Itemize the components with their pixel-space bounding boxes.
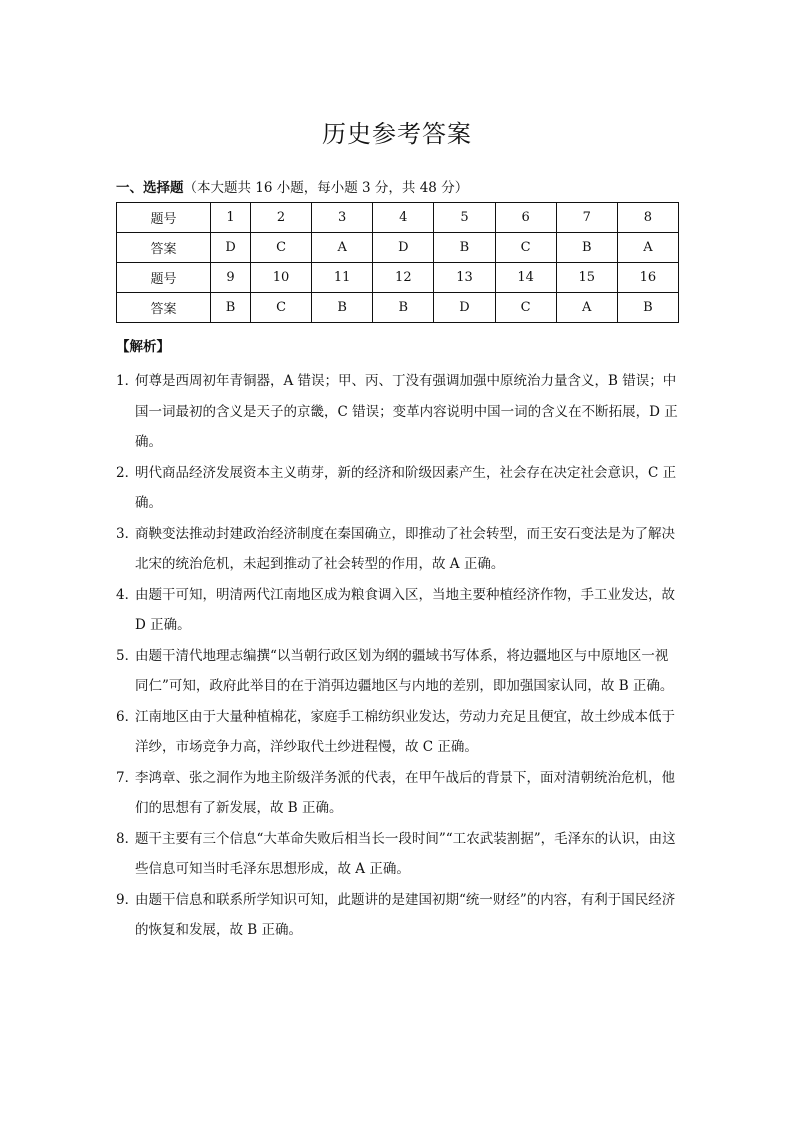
item-number: 8． [116,830,139,847]
item-text: 由题干信息和联系所学知识可知，此题讲的是建国初期“统一财经”的内容，有利于国民经济的恢复和发展，故 B 正确。 [135,891,676,938]
table-cell: A [617,233,678,263]
list-item [116,366,681,458]
item-number: 3． [116,525,139,542]
table-cell: B [434,233,495,263]
item-text: 李鸿章、张之洞作为地主阶级洋务派的代表，在甲午战后的背景下，面对清朝统治危机，他们的思想有了新发展，故 B 正确。 [135,769,675,816]
table-cell: D [211,233,251,263]
section-heading [116,176,468,196]
table-cell: C [495,293,556,323]
table-cell: B [617,293,678,323]
item-text: 明代商品经济发展资本主义萌芽，新的经济和阶级因素产生，社会存在决定社会意识，C 正确。 [135,464,677,511]
item-number: 1． [116,373,139,389]
section-title: 一、选择题 [116,180,184,196]
item-text: 由题干可知，明清两代江南地区成为粮食调入区，当地主要种植经济作物，手工业发达，故 D 正确。 [135,586,675,633]
list-item [116,885,681,946]
row-header-cell: 答案 [117,233,211,263]
list-item [116,458,681,519]
table-cell: 2 [250,203,311,233]
item-number: 4． [116,586,139,603]
table-cell: B [373,293,434,323]
table-cell: 15 [556,263,617,293]
table-cell: 4 [373,203,434,233]
table-cell: 5 [434,203,495,233]
table-cell: B [312,293,373,323]
table-cell: 1 [211,203,251,233]
item-number: 2． [116,464,139,481]
list-item [116,763,681,824]
item-text: 题干主要有三个信息“大革命失败后相当长一段时间”“工农武装割据”，毛泽东的认识，由这些信息可知当时毛泽东思想形成，故 A 正确。 [135,830,676,877]
table-cell: A [556,293,617,323]
table-cell: 3 [312,203,373,233]
table-row [117,203,679,233]
table-cell: 6 [495,203,556,233]
table-cell: 11 [312,263,373,293]
analysis-label: 【解析】 [116,339,170,355]
table-cell: D [373,233,434,263]
item-number: 7． [116,769,139,786]
item-number: 9． [116,891,139,908]
table-row [117,263,679,293]
item-number: 6． [116,708,139,725]
table-cell: B [556,233,617,263]
row-header-cell: 答案 [117,293,211,323]
table-cell: B [211,293,251,323]
table-cell: 9 [211,263,251,293]
analysis-list [116,366,681,946]
table-cell: 8 [617,203,678,233]
item-number: 5． [116,647,139,664]
item-text: 由题干清代地理志编撰“以当朝行政区划为纲的疆域书写体系，将边疆地区与中原地区一视同仁”可知，政府此举目的在于消弭边疆地区与内地的差别，即加强国家认同，故 B 正确。 [135,647,674,694]
list-item [116,519,681,580]
list-item [116,702,681,763]
table-cell: 16 [617,263,678,293]
list-item [116,580,681,641]
table-row [117,233,679,263]
table-cell: A [312,233,373,263]
answer-table [116,202,679,323]
table-cell: 10 [250,263,311,293]
table-row [117,293,679,323]
list-item [116,641,681,702]
table-cell: C [495,233,556,263]
table-cell: 14 [495,263,556,293]
item-text: 商鞅变法推动封建政治经济制度在秦国确立，即推动了社会转型，而王安石变法是为了解决北宋的统治危机，未起到推动了社会转型的作用，故 A 正确。 [135,525,675,572]
list-item [116,824,681,885]
item-text: 何尊是西周初年青铜器，A 错误；甲、丙、丁没有强调加强中原统治力量含义，B 错误；中国一词最初的含义是天子的京畿，C 错误；变革内容说明中国一词的含义在不断拓展，D 正确。 [135,373,678,450]
row-header-cell: 题号 [117,263,211,293]
page-title: 历史参考答案 [322,120,472,148]
table-cell: C [250,293,311,323]
table-cell: 7 [556,203,617,233]
table-cell: 13 [434,263,495,293]
table-cell: C [250,233,311,263]
table-cell: 12 [373,263,434,293]
section-note: （本大题共 16 小题，每小题 3 分，共 48 分） [183,180,469,196]
table-cell: D [434,293,495,323]
row-header-cell: 题号 [117,203,211,233]
item-text: 江南地区由于大量种植棉花，家庭手工棉纺织业发达，劳动力充足且便宜，故土纱成本低于洋纱，市场竞争力高，洋纱取代土纱进程慢，故 C 正确。 [135,708,675,755]
